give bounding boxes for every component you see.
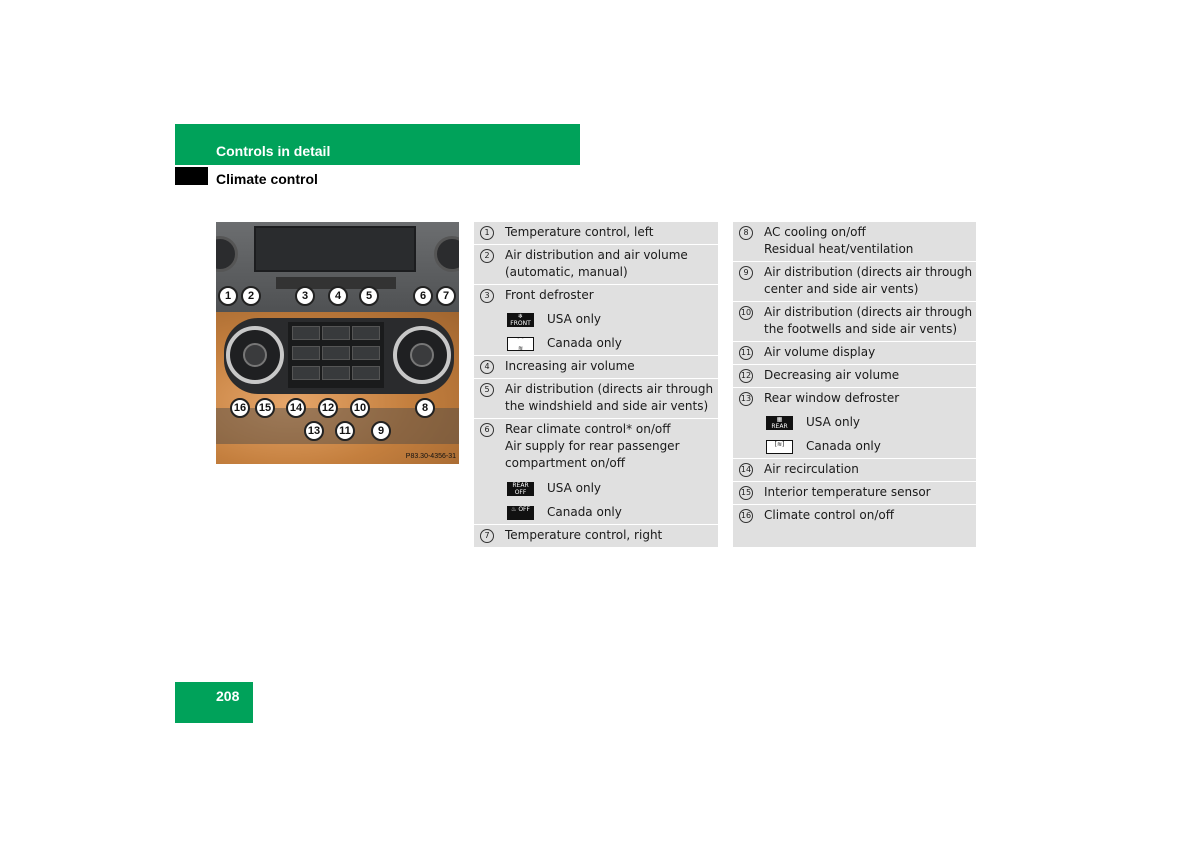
callout-4: 4 xyxy=(328,286,348,306)
item-number: 8 xyxy=(739,226,755,240)
item-number: 7 xyxy=(480,529,496,543)
callout-7: 7 xyxy=(436,286,456,306)
callout-5: 5 xyxy=(359,286,379,306)
table-row xyxy=(474,525,718,547)
rear-canada-icon: ♨ OFF xyxy=(507,506,534,520)
item-number: 1 xyxy=(480,226,496,240)
section-marker xyxy=(175,167,208,185)
chapter-title: Controls in detail xyxy=(216,143,331,159)
callout-10: 10 xyxy=(350,398,370,418)
item-number: 4 xyxy=(480,360,496,374)
legend-table-right xyxy=(733,222,976,547)
page-number-box xyxy=(175,682,253,723)
panel-button xyxy=(292,346,320,360)
item-number: 2 xyxy=(480,249,496,263)
right-upper-knob xyxy=(434,236,459,272)
climate-panel-photo xyxy=(216,222,459,464)
item-description: Air recirculation xyxy=(764,462,859,476)
table-row xyxy=(733,505,976,547)
panel-button xyxy=(322,326,350,340)
table-row xyxy=(733,222,976,262)
item-number: 15 xyxy=(739,486,755,500)
right-dial-center xyxy=(410,343,434,367)
panel-button xyxy=(292,366,320,380)
item-number: 12 xyxy=(739,369,755,383)
table-row: 13 Rear window defroster ▦ REAR USA only [≋] Canada only xyxy=(733,388,976,459)
chapter-header-bar xyxy=(175,124,580,165)
item-number: 9 xyxy=(739,266,755,280)
section-title: Climate control xyxy=(216,171,318,187)
panel-button xyxy=(322,366,350,380)
panel-button xyxy=(352,326,380,340)
table-row xyxy=(474,222,718,245)
photo-code: P83.30-4356-31 xyxy=(405,453,456,460)
table-row xyxy=(733,302,976,342)
table-row: 6 Rear climate control* on/off Air supply for rear passenger compartment on/off REAR OFF USA only ♨ OFF Canada only xyxy=(474,419,718,525)
callout-16: 16 xyxy=(230,398,250,418)
item-description: Temperature control, left xyxy=(505,225,654,239)
table-row xyxy=(474,356,718,379)
item-number: 13 xyxy=(739,392,755,406)
item-number: 11 xyxy=(739,346,755,360)
item-description: Air distribution (directs air through center and side air vents) xyxy=(764,265,973,296)
callout-6: 6 xyxy=(413,286,433,306)
front-defroster-canada-icon: ⌒ ≋ xyxy=(507,337,534,351)
item-description: Air distribution (directs air through the footwells and side air vents) xyxy=(764,305,973,336)
table-row xyxy=(733,482,976,505)
table-row xyxy=(474,379,718,419)
item-description: Temperature control, right xyxy=(505,528,663,542)
callout-13: 13 xyxy=(304,421,324,441)
item-number: 14 xyxy=(739,463,755,477)
callout-2: 2 xyxy=(241,286,261,306)
callout-1: 1 xyxy=(218,286,238,306)
rear-window-defroster-usa-icon: ▦ REAR xyxy=(766,416,793,430)
left-temperature-dial xyxy=(226,326,284,384)
item-description: Front defroster xyxy=(505,288,594,302)
callout-11: 11 xyxy=(335,421,355,441)
table-row xyxy=(474,245,718,285)
callout-14: 14 xyxy=(286,398,306,418)
panel-button xyxy=(322,346,350,360)
legend-table-left xyxy=(474,222,718,547)
rear-window-defroster-canada-icon: [≋] xyxy=(766,440,793,454)
front-defroster-usa-icon: ❄ FRONT xyxy=(507,313,534,327)
panel-button xyxy=(352,366,380,380)
item-number: 3 xyxy=(480,289,496,303)
item-description: Climate control on/off xyxy=(764,508,895,522)
rear-usa-icon: REAR OFF xyxy=(507,482,534,496)
item-description: Decreasing air volume xyxy=(764,368,900,382)
item-number: 16 xyxy=(739,509,755,523)
item-description: Increasing air volume xyxy=(505,359,635,373)
callout-9: 9 xyxy=(371,421,391,441)
center-button-block xyxy=(288,322,384,388)
item-description: Air distribution and air volume (automatic, manual) xyxy=(505,248,688,279)
table-row xyxy=(733,365,976,388)
item-description: Interior temperature sensor xyxy=(764,485,931,499)
panel-button xyxy=(352,346,380,360)
callout-15: 15 xyxy=(255,398,275,418)
item-description: Air distribution (directs air through the windshield and side air vents) xyxy=(505,382,714,413)
table-row: 3 Front defroster ❄ FRONT USA only ⌒ ≋ Canada only xyxy=(474,285,718,356)
item-number: 5 xyxy=(480,383,496,397)
item-description: Rear climate control* on/off Air supply for rear passenger compartment on/off xyxy=(505,422,680,470)
left-dial-center xyxy=(243,343,267,367)
left-upper-knob xyxy=(216,236,238,272)
item-description: AC cooling on/off Residual heat/ventilation xyxy=(764,225,914,256)
right-temperature-dial xyxy=(393,326,451,384)
callout-12: 12 xyxy=(318,398,338,418)
table-row xyxy=(733,262,976,302)
page-number: 208 xyxy=(216,688,240,704)
item-number: 10 xyxy=(739,306,755,320)
callout-3: 3 xyxy=(295,286,315,306)
item-description: Rear window defroster xyxy=(764,391,900,405)
display-screen xyxy=(254,226,416,272)
table-row xyxy=(733,342,976,365)
panel-button xyxy=(292,326,320,340)
item-number: 6 xyxy=(480,423,496,437)
item-description: Air volume display xyxy=(764,345,876,359)
table-row xyxy=(733,459,976,482)
callout-8: 8 xyxy=(415,398,435,418)
